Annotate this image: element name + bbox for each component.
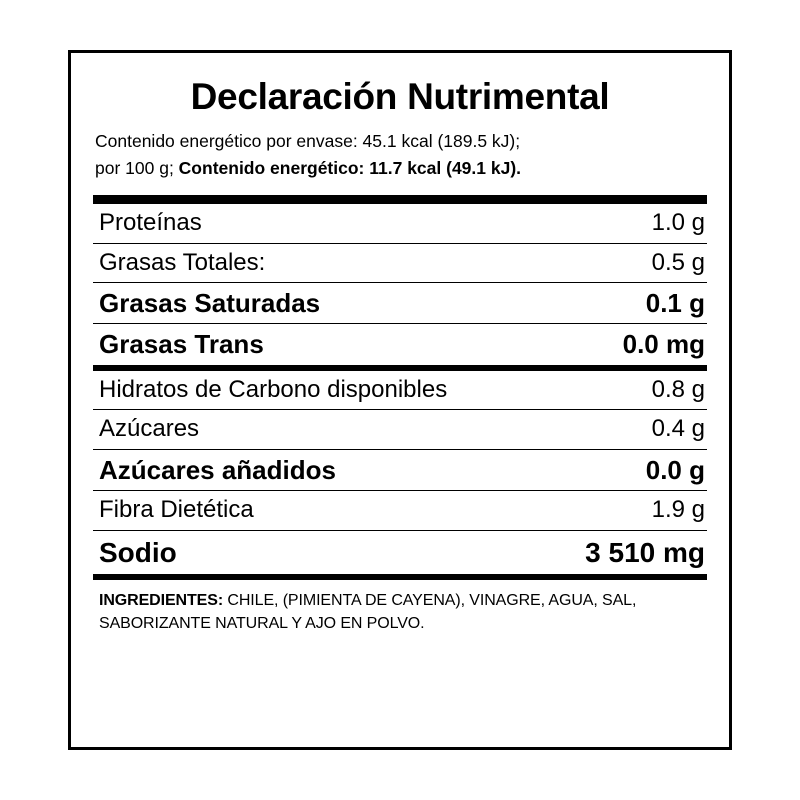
nutrient-value: 0.4 g xyxy=(651,415,705,443)
table-row xyxy=(93,204,707,243)
nutrient-name: Hidratos de Carbono disponibles xyxy=(99,376,448,404)
energy-line-1: Contenido energético por envase: 45.1 kcal (189.5 kJ); xyxy=(95,130,521,151)
divider-thick-top xyxy=(93,195,707,204)
ingredients-block xyxy=(93,580,707,635)
nutrition-facts-panel xyxy=(68,50,732,750)
nutrient-name: Grasas Totales: xyxy=(99,248,266,276)
energy-line-2-bold: Contenido energético: 11.7 kcal (49.1 kJ). xyxy=(178,157,522,178)
ingredients-text-1: CHILE, (PIMIENTA DE CAYENA), VINAGRE, AGUA, SAL, xyxy=(223,591,637,609)
nutrient-value: 0.1 g xyxy=(645,287,705,318)
energy-statement xyxy=(93,128,707,182)
nutrient-value: 0.0 g xyxy=(645,454,705,485)
nutrient-name: Azúcares añadidos xyxy=(99,454,336,485)
energy-line-2-prefix: por 100 g; xyxy=(95,157,179,178)
ingredients-line-2: SABORIZANTE NATURAL Y AJO EN POLVO. xyxy=(99,614,425,632)
nutrient-name: Grasas Saturadas xyxy=(99,287,321,318)
nutrient-name: Fibra Dietética xyxy=(99,496,254,524)
nutrition-facts-inner xyxy=(71,53,729,747)
table-row xyxy=(93,324,707,365)
nutrient-name: Proteínas xyxy=(99,209,202,237)
table-row xyxy=(93,531,707,574)
nutrient-group-one xyxy=(93,204,707,365)
nutrient-group-two xyxy=(93,371,707,574)
nutrient-value: 0.0 mg xyxy=(622,329,705,360)
nutrient-name: Sodio xyxy=(99,536,177,568)
ingredients-line-1 xyxy=(99,589,703,612)
nutrient-name: Azúcares xyxy=(99,415,200,443)
nutrient-name: Grasas Trans xyxy=(99,329,264,360)
table-row xyxy=(93,371,707,410)
nutrient-value: 1.0 g xyxy=(651,209,705,237)
table-row xyxy=(93,410,707,449)
table-row xyxy=(93,491,707,530)
energy-line-2 xyxy=(95,155,705,181)
nutrient-value: 0.5 g xyxy=(651,248,705,276)
nutrient-value: 1.9 g xyxy=(651,496,705,524)
nutrient-value: 3 510 mg xyxy=(585,536,705,568)
table-row xyxy=(93,450,707,492)
table-row xyxy=(93,244,707,283)
ingredients-label: INGREDIENTES: xyxy=(99,591,224,609)
table-row xyxy=(93,283,707,325)
page-title: Declaración Nutrimental xyxy=(190,76,610,117)
nutrient-value: 0.8 g xyxy=(651,376,705,404)
